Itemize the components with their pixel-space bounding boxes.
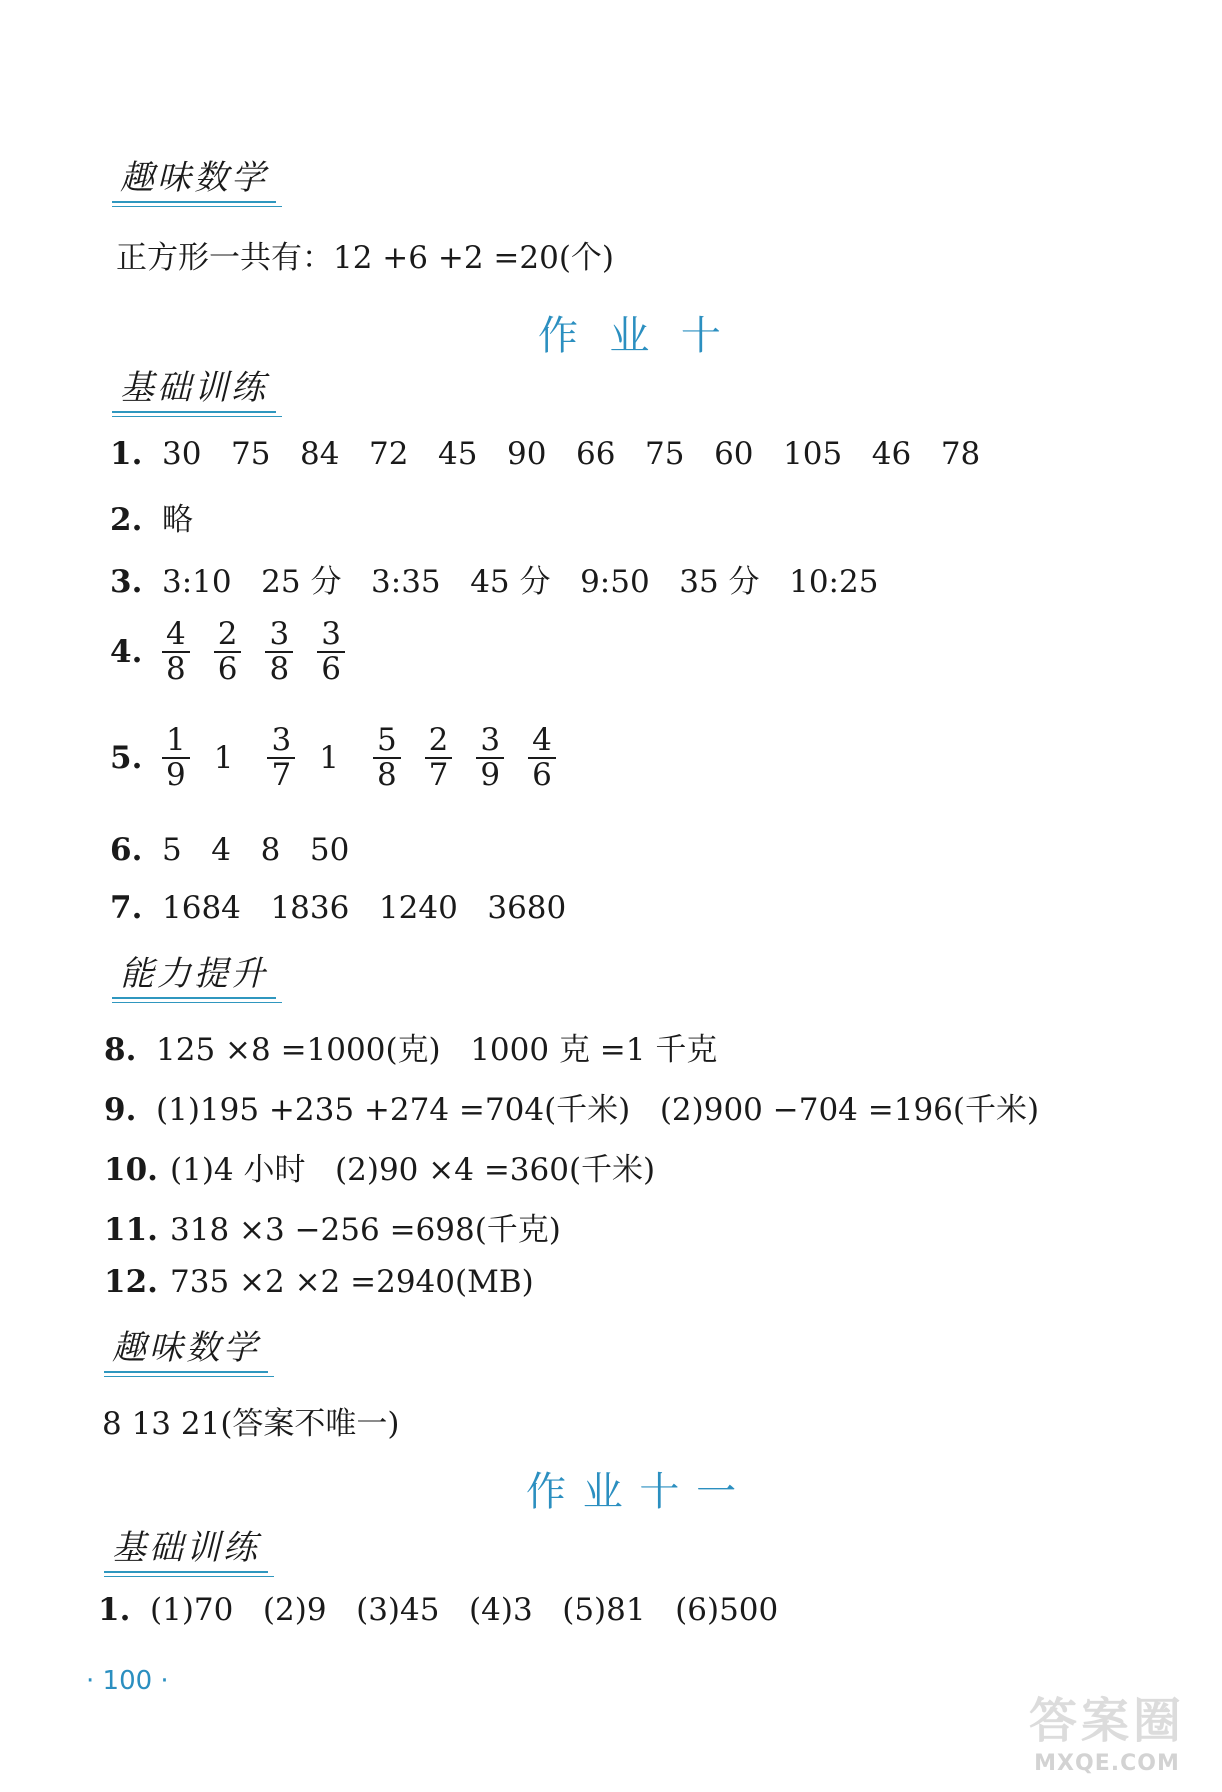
- answer-line-2: [110, 494, 193, 539]
- page-number: · 100 ·: [86, 1666, 169, 1696]
- fraction: $\frac{3}{7}$: [267, 724, 295, 791]
- watermark-logo: [1012, 1682, 1202, 1774]
- answer-line-hw11-1: [98, 1592, 778, 1628]
- fraction: $\frac{5}{8}$: [373, 724, 401, 791]
- answer-line-10: [104, 1144, 655, 1189]
- answer-line-4: [110, 618, 369, 685]
- question-number: 9.: [104, 1092, 137, 1128]
- section-basic-training-2: 基础训练: [104, 1520, 268, 1573]
- question-number: 12.: [104, 1264, 158, 1300]
- answer-line-11: [104, 1204, 561, 1249]
- answer-line-3: [110, 556, 878, 601]
- answer-text: (1)70 (2)9 (3)45 (4)3 (5)81 (6)500: [150, 1592, 779, 1628]
- answer-text: 3:10 25 分 3:35 45 分 9:50 35 分 10:25: [162, 564, 879, 600]
- fraction: $\frac{1}{9}$: [162, 724, 190, 791]
- answer-text: 30 75 84 72 45 90 66 75 60 105 46 78: [162, 436, 981, 472]
- answer-text: 5 4 8 50: [162, 832, 350, 868]
- section-basic-training-1: 基础训练: [112, 360, 276, 413]
- answer-line-8: [104, 1024, 717, 1069]
- answer-text: 1684 1836 1240 3680: [162, 890, 567, 926]
- answer-line-12: [104, 1264, 534, 1300]
- question-number: 8.: [104, 1032, 137, 1068]
- fraction: $\frac{3}{8}$: [265, 618, 293, 685]
- fraction: $\frac{4}{6}$: [528, 724, 556, 791]
- answer-text: 318 ×3 −256 =698(千克): [170, 1212, 561, 1248]
- answer-text: 735 ×2 ×2 =2940(MB): [170, 1264, 534, 1300]
- watermark-url: MXQE.COM: [1034, 1751, 1180, 1776]
- question-number: 4.: [110, 633, 143, 670]
- question-number: 11.: [104, 1212, 158, 1248]
- question-number: 7.: [110, 890, 143, 926]
- watermark-logo-text: 答案圈: [1028, 1693, 1185, 1749]
- fraction: $\frac{2}{6}$: [214, 618, 242, 685]
- question-number: 5.: [110, 739, 143, 776]
- fraction: $\frac{2}{7}$: [425, 724, 453, 791]
- homework-10-title: 作 业 十: [538, 313, 723, 359]
- whole-number: 1: [213, 739, 234, 776]
- question-number: 2.: [110, 502, 143, 538]
- answer-line-9: [104, 1084, 1039, 1129]
- question-number: 6.: [110, 832, 143, 868]
- answer-text: (1)195 +235 +274 =704(千米) (2)900 −704 =196(千米): [156, 1092, 1040, 1128]
- fun-math-2-answer: 8 13 21(答案不唯一): [102, 1406, 400, 1442]
- section-fun-math-1: 趣味数学: [112, 150, 276, 203]
- homework-11-title: 作 业 十 一: [526, 1469, 739, 1515]
- question-number: 1.: [98, 1592, 131, 1628]
- answer-line-6: [110, 832, 349, 868]
- section-fun-math-2: 趣味数学: [104, 1320, 268, 1373]
- whole-number: 1: [319, 739, 339, 776]
- question-number: 10.: [104, 1152, 158, 1188]
- fraction: $\frac{3}{6}$: [317, 618, 345, 685]
- fun-math-1-answer: 正方形一共有：12 +6 +2 =20(个): [116, 240, 615, 276]
- answer-line-7: [110, 890, 566, 926]
- fraction: $\frac{4}{8}$: [162, 618, 190, 685]
- fraction: $\frac{3}{9}$: [476, 724, 504, 791]
- answer-text: 略: [162, 502, 193, 538]
- section-ability-improvement: 能力提升: [112, 946, 276, 999]
- answer-text: 125 ×8 =1000(克) 1000 克 =1 千克: [156, 1032, 718, 1068]
- answer-text: (1)4 小时 (2)90 ×4 =360(千米): [170, 1152, 656, 1188]
- question-number: 3.: [110, 564, 143, 600]
- answer-line-1: [110, 436, 980, 472]
- question-number: 1.: [110, 436, 143, 472]
- answer-line-5: [110, 724, 580, 791]
